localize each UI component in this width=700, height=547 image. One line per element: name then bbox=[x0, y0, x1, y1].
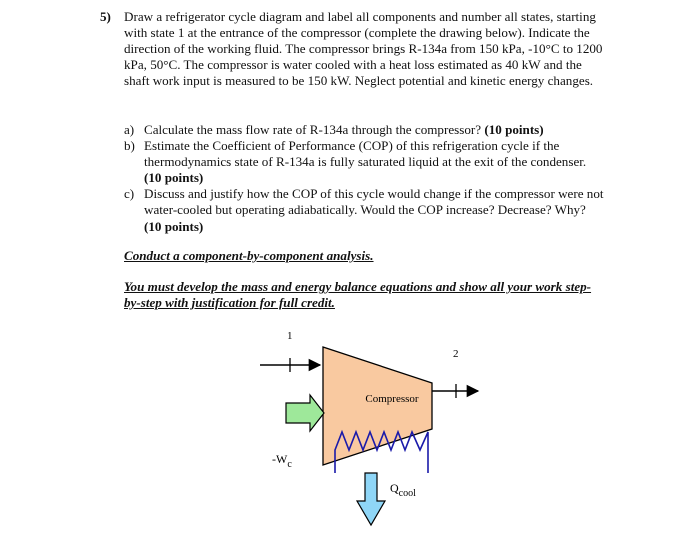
instruction-analysis: Conduct a component-by-component analysis. bbox=[124, 248, 374, 263]
part-text: Discuss and justify how the COP of this cycle would change if the compressor were not water-cooled but operating adiabatically. Would the COP increase? Decrease? Why? bbox=[144, 186, 604, 218]
compressor-label: Compressor bbox=[365, 393, 419, 405]
question-parts bbox=[124, 122, 604, 235]
part-label: b) bbox=[124, 138, 135, 154]
question-number: 5) bbox=[100, 9, 111, 24]
state-2-label: 2 bbox=[453, 348, 459, 360]
part-points: (10 points) bbox=[144, 170, 204, 186]
part-a bbox=[124, 122, 604, 138]
part-label: a) bbox=[124, 122, 135, 137]
heat-label: $Q_{cool}$ bbox=[390, 481, 416, 499]
part-text: Calculate the mass flow rate of R-134a through the compressor? bbox=[144, 122, 485, 137]
work-label: $-W_c$ bbox=[272, 452, 292, 470]
work-input-arrow bbox=[286, 395, 324, 431]
part-b bbox=[124, 138, 604, 186]
part-points: (10 points) bbox=[484, 122, 544, 137]
heat-rejection-arrow bbox=[357, 473, 385, 525]
part-text: Estimate the Coefficient of Performance (COP) of this refrigeration cycle if the thermodynamics state of R-134a is fully saturated liquid at the exit of the condenser. bbox=[144, 138, 587, 170]
question-text: Draw a refrigerator cycle diagram and label all components and number all states, starting with state 1 at the entrance of the compressor (complete the drawing below). Indicate the direction of the working fluid. The compressor brings R-134a from 150 kPa, -10°C to 1200 kPa, 50°C. The compressor is water cooled with a heat loss estimated as 40 kW and the shaft work input is measured to be 150 kW. Neglect potential and kinetic energy changes. bbox=[124, 9, 603, 89]
instruction-balance: You must develop the mass and energy balance equations and show all your work step-by-step with justification for full credit. bbox=[124, 279, 592, 311]
state-1-label: 1 bbox=[287, 330, 293, 342]
compressor-diagram bbox=[250, 325, 500, 535]
part-points: (10 points) bbox=[144, 218, 204, 234]
part-c bbox=[124, 186, 604, 234]
question-block bbox=[100, 9, 605, 89]
part-label: c) bbox=[124, 186, 135, 202]
